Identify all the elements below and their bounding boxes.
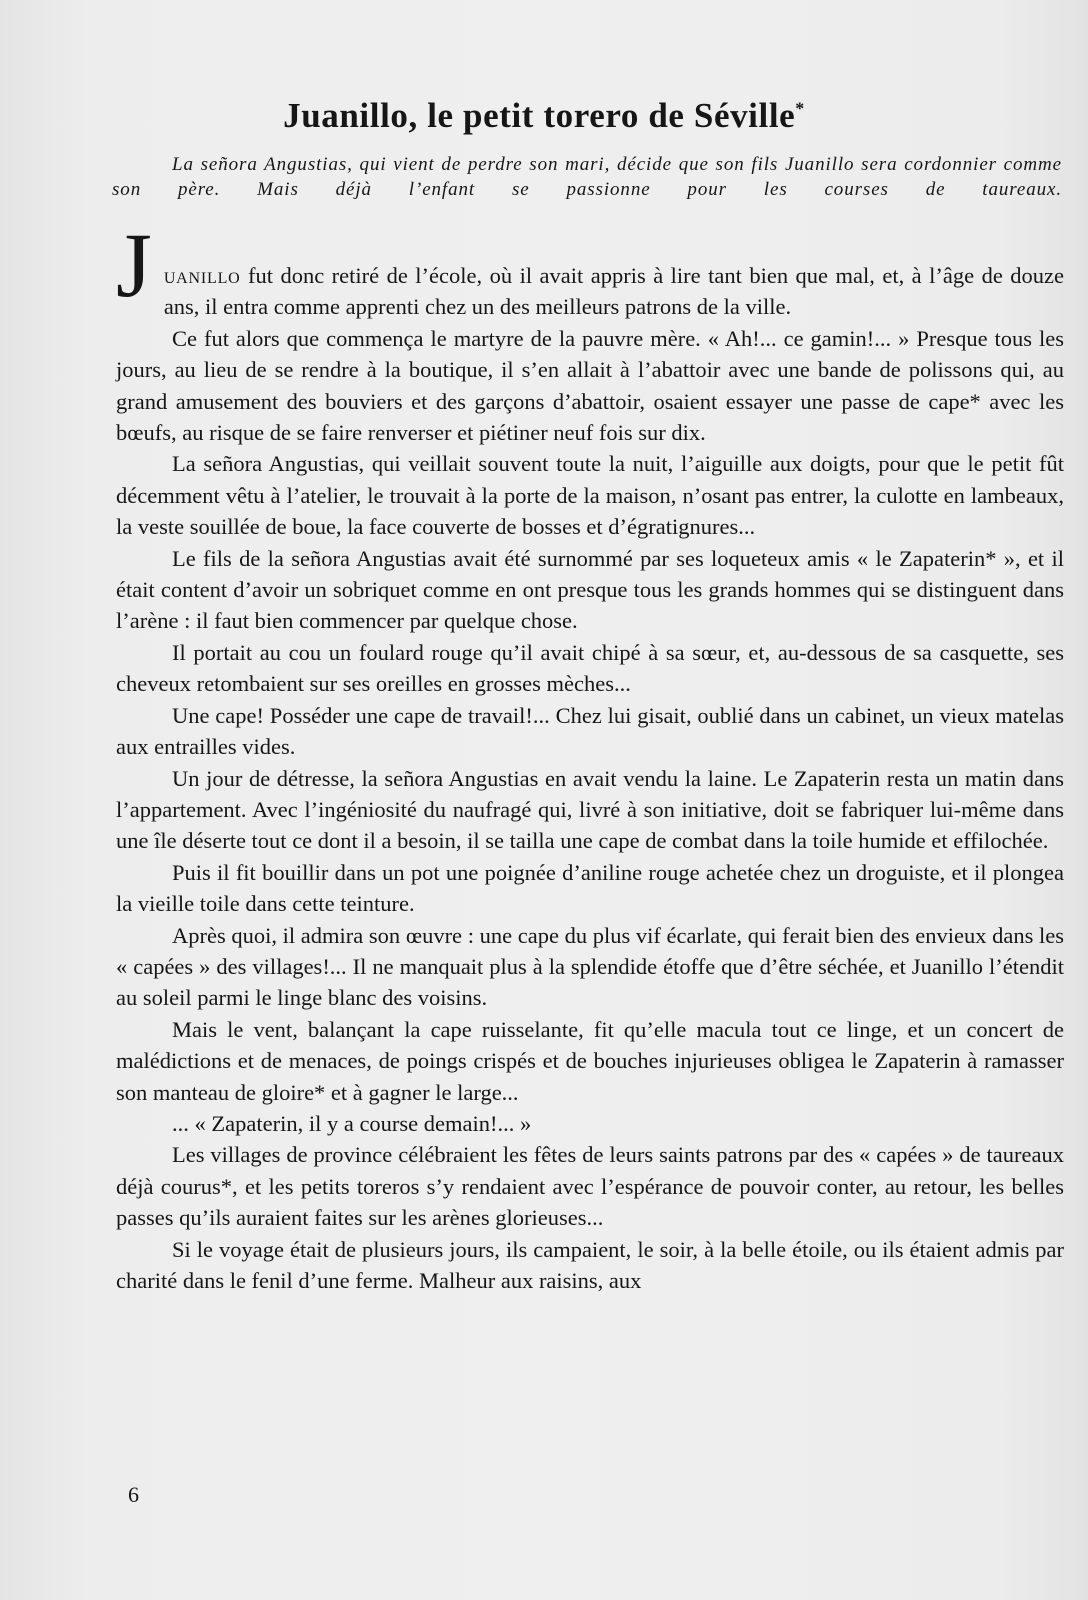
paragraph-6: Une cape! Posséder une cape de travail!... Chez lui gisait, oublié dans un cabinet, un vieux matelas aux entrailles vides. (116, 702, 1064, 760)
chapter-summary: La señora Angustias, qui vient de perdre son mari, décide que son fils Juanillo sera cordonnier comme son père. Mais déjà l’enfant se passionne pour les courses de taureaux. (112, 154, 1062, 200)
body-text (116, 214, 1064, 1296)
paragraph-12: Les villages de province célébraient les fêtes de leurs saints patrons par des « capées » de taureaux déjà courus*, et les petits toreros s’y rendaient avec l’espérance de pouvoir conter, au retour, les belles passes qu’ils auraient faites sur les arènes glorieuses... (116, 1142, 1064, 1231)
paragraph-2: Ce fut alors que commença le martyre de la pauvre mère. « Ah!... ce gamin!... » Presque tous les jours, au lieu de se rendre à la boutique, il s’en allait à l’abattoir avec une bande de polissons qui, au grand amusement des bouviers et des garçons d’abattoir, osaient essayer une passe de cape* avec les bœufs, au risque de se faire renverser et piétiner neuf fois sur dix. (116, 325, 1064, 446)
paragraph-1 (116, 214, 1064, 323)
paragraph-8: Puis il fit bouillir dans un pot une poignée d’aniline rouge achetée chez un droguiste, et il plongea la vieille toile dans cette teinture. (116, 859, 1064, 917)
title-footnote-mark: * (795, 98, 805, 119)
opening-small-caps: uanillo (163, 263, 241, 288)
paragraph-4: Le fils de la señora Angustias avait été surnommé par ses loqueteux amis « le Zapaterin* », et il était content d’avoir un sobriquet comme en ont presque tous les grands hommes qui se distinguent dans l’arène : il faut bien commencer par quelque chose. (116, 545, 1064, 634)
chapter-title-text: Juanillo, le petit torero de Séville (283, 96, 796, 135)
paragraph-3: La señora Angustias, qui veillait souvent toute la nuit, l’aiguille aux doigts, pour que le petit fût décemment vêtu à l’atelier, le trouvait à la porte de la maison, n’osant pas entrer, la culotte en lambeaux, la veste souillée de boue, la face couverte de bosses et d’égratignures... (116, 451, 1064, 540)
paragraph-7: Un jour de détresse, la señora Angustias en avait vendu la laine. Le Zapaterin resta un matin dans l’appartement. Avec l’ingéniosité du naufragé qui, livré à son initiative, doit se fabriquer lui-même dans une île déserte tout ce dont il a besoin, il se tailla une cape de combat dans la toile humide et effilochée. (116, 765, 1064, 854)
paragraph-9: Après quoi, il admira son œuvre : une cape du plus vif écarlate, qui ferait bien des envieux dans les « capées » des villages!... Il ne manquait plus à la splendide étoffe que d’être séchée, et Juanillo l’étendit au soleil parmi le linge blanc des voisins. (116, 922, 1064, 1011)
paragraph-1-text: fut donc retiré de l’école, où il avait appris à lire tant bien que mal, et, à l’âge de douze ans, il entra comme apprenti chez un des meilleurs patrons de la ville. (163, 263, 1064, 320)
paragraph-5: Il portait au cou un foulard rouge qu’il avait chipé à sa sœur, et, au-dessous de sa casquette, ses cheveux retombaient sur ses oreilles en grosses mèches... (116, 639, 1064, 697)
paragraph-13: Si le voyage était de plusieurs jours, ils campaient, le soir, à la belle étoile, ou ils étaient admis par charité dans le fenil d’une ferme. Malheur aux raisins, aux (116, 1236, 1064, 1293)
page-number: 6 (128, 1482, 139, 1507)
paragraph-11: ... « Zapaterin, il y a course demain!... » (172, 1110, 532, 1136)
paragraph-10: Mais le vent, balançant la cape ruisselante, fit qu’elle macula tout ce linge, et un concert de malédictions et de menaces, de poings crispés et de bouches injurieuses obligea le Zapaterin à ramasser son manteau de gloire* et à gagner le large... (116, 1016, 1064, 1105)
chapter-title (0, 96, 1088, 136)
drop-cap: J (116, 214, 152, 316)
